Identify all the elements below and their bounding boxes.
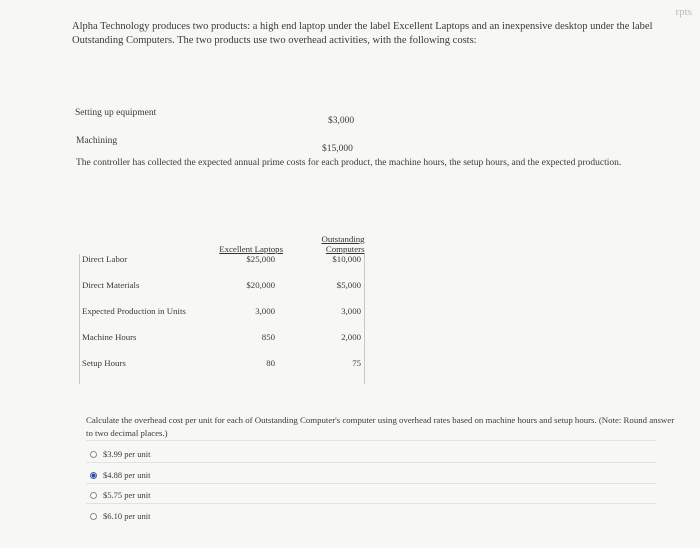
row-label: Direct Materials <box>80 280 201 306</box>
option-label: $3.99 per unit <box>103 449 151 459</box>
cell-value: $5,000 <box>283 280 365 306</box>
cell-value: 3,000 <box>255 306 275 316</box>
option-label: $5.75 per unit <box>103 490 151 500</box>
cell-value: 3,000 <box>283 306 365 332</box>
row-label: Machine Hours <box>80 332 201 358</box>
table-row <box>80 332 365 358</box>
cell-value: 2,000 <box>283 332 365 358</box>
radio-button[interactable] <box>90 472 97 479</box>
radio-button[interactable] <box>90 451 97 458</box>
cost-amount-setup: $3,000 <box>328 116 355 126</box>
header-excellent-laptops: Excellent Laptops <box>219 244 283 254</box>
cell-value: 850 <box>261 332 275 342</box>
option-label: $6.10 per unit <box>103 511 151 521</box>
row-label: Setup Hours <box>80 358 201 384</box>
table-row <box>80 306 365 332</box>
cost-label-machining: Machining <box>76 136 118 146</box>
radio-button[interactable] <box>90 513 97 520</box>
answer-option[interactable] <box>90 511 150 521</box>
question-text: Calculate the overhead cost per unit for each of Outstanding Computer's computer using overhead rates based on machine hours and setup hours. (Note: Round answer to two decimal places.) <box>86 415 675 438</box>
row-label: Expected Production in Units <box>80 306 201 332</box>
answer-option[interactable] <box>90 470 150 480</box>
table-row <box>80 280 365 306</box>
answer-option[interactable] <box>90 490 150 500</box>
cell-value: $10,000 <box>283 254 365 280</box>
controller-text: The controller has collected the expected annual prime costs for each product, the machine hours, the setup hours, and the expected production. <box>76 158 622 168</box>
prime-cost-table <box>79 232 365 384</box>
cost-label-setup: Setting up equipment <box>75 108 157 118</box>
radio-button[interactable] <box>90 492 97 499</box>
cell-value: 75 <box>283 358 365 384</box>
divider <box>86 462 656 463</box>
cost-amount-machining: $15,000 <box>322 144 353 154</box>
table-row <box>80 358 365 384</box>
table-header-row <box>80 232 365 254</box>
divider <box>86 503 656 504</box>
table-row <box>80 254 365 280</box>
answer-option[interactable] <box>90 449 150 459</box>
corner-text: rpts <box>675 6 692 18</box>
row-label: Direct Labor <box>80 254 201 280</box>
cell-value: 80 <box>266 358 275 368</box>
cell-value: $20,000 <box>246 280 275 290</box>
divider <box>86 440 656 441</box>
cell-value: $25,000 <box>246 254 275 264</box>
option-label: $4.88 per unit <box>103 470 151 480</box>
intro-text: Alpha Technology produces two products: a high end laptop under the label Excellent Laptops and an inexpensive desktop under the label Outstanding Computers. The two products use two overhead activities, with the following costs: <box>72 21 653 46</box>
header-outstanding-computers: Outstanding Computers <box>321 234 365 254</box>
divider <box>86 483 656 484</box>
